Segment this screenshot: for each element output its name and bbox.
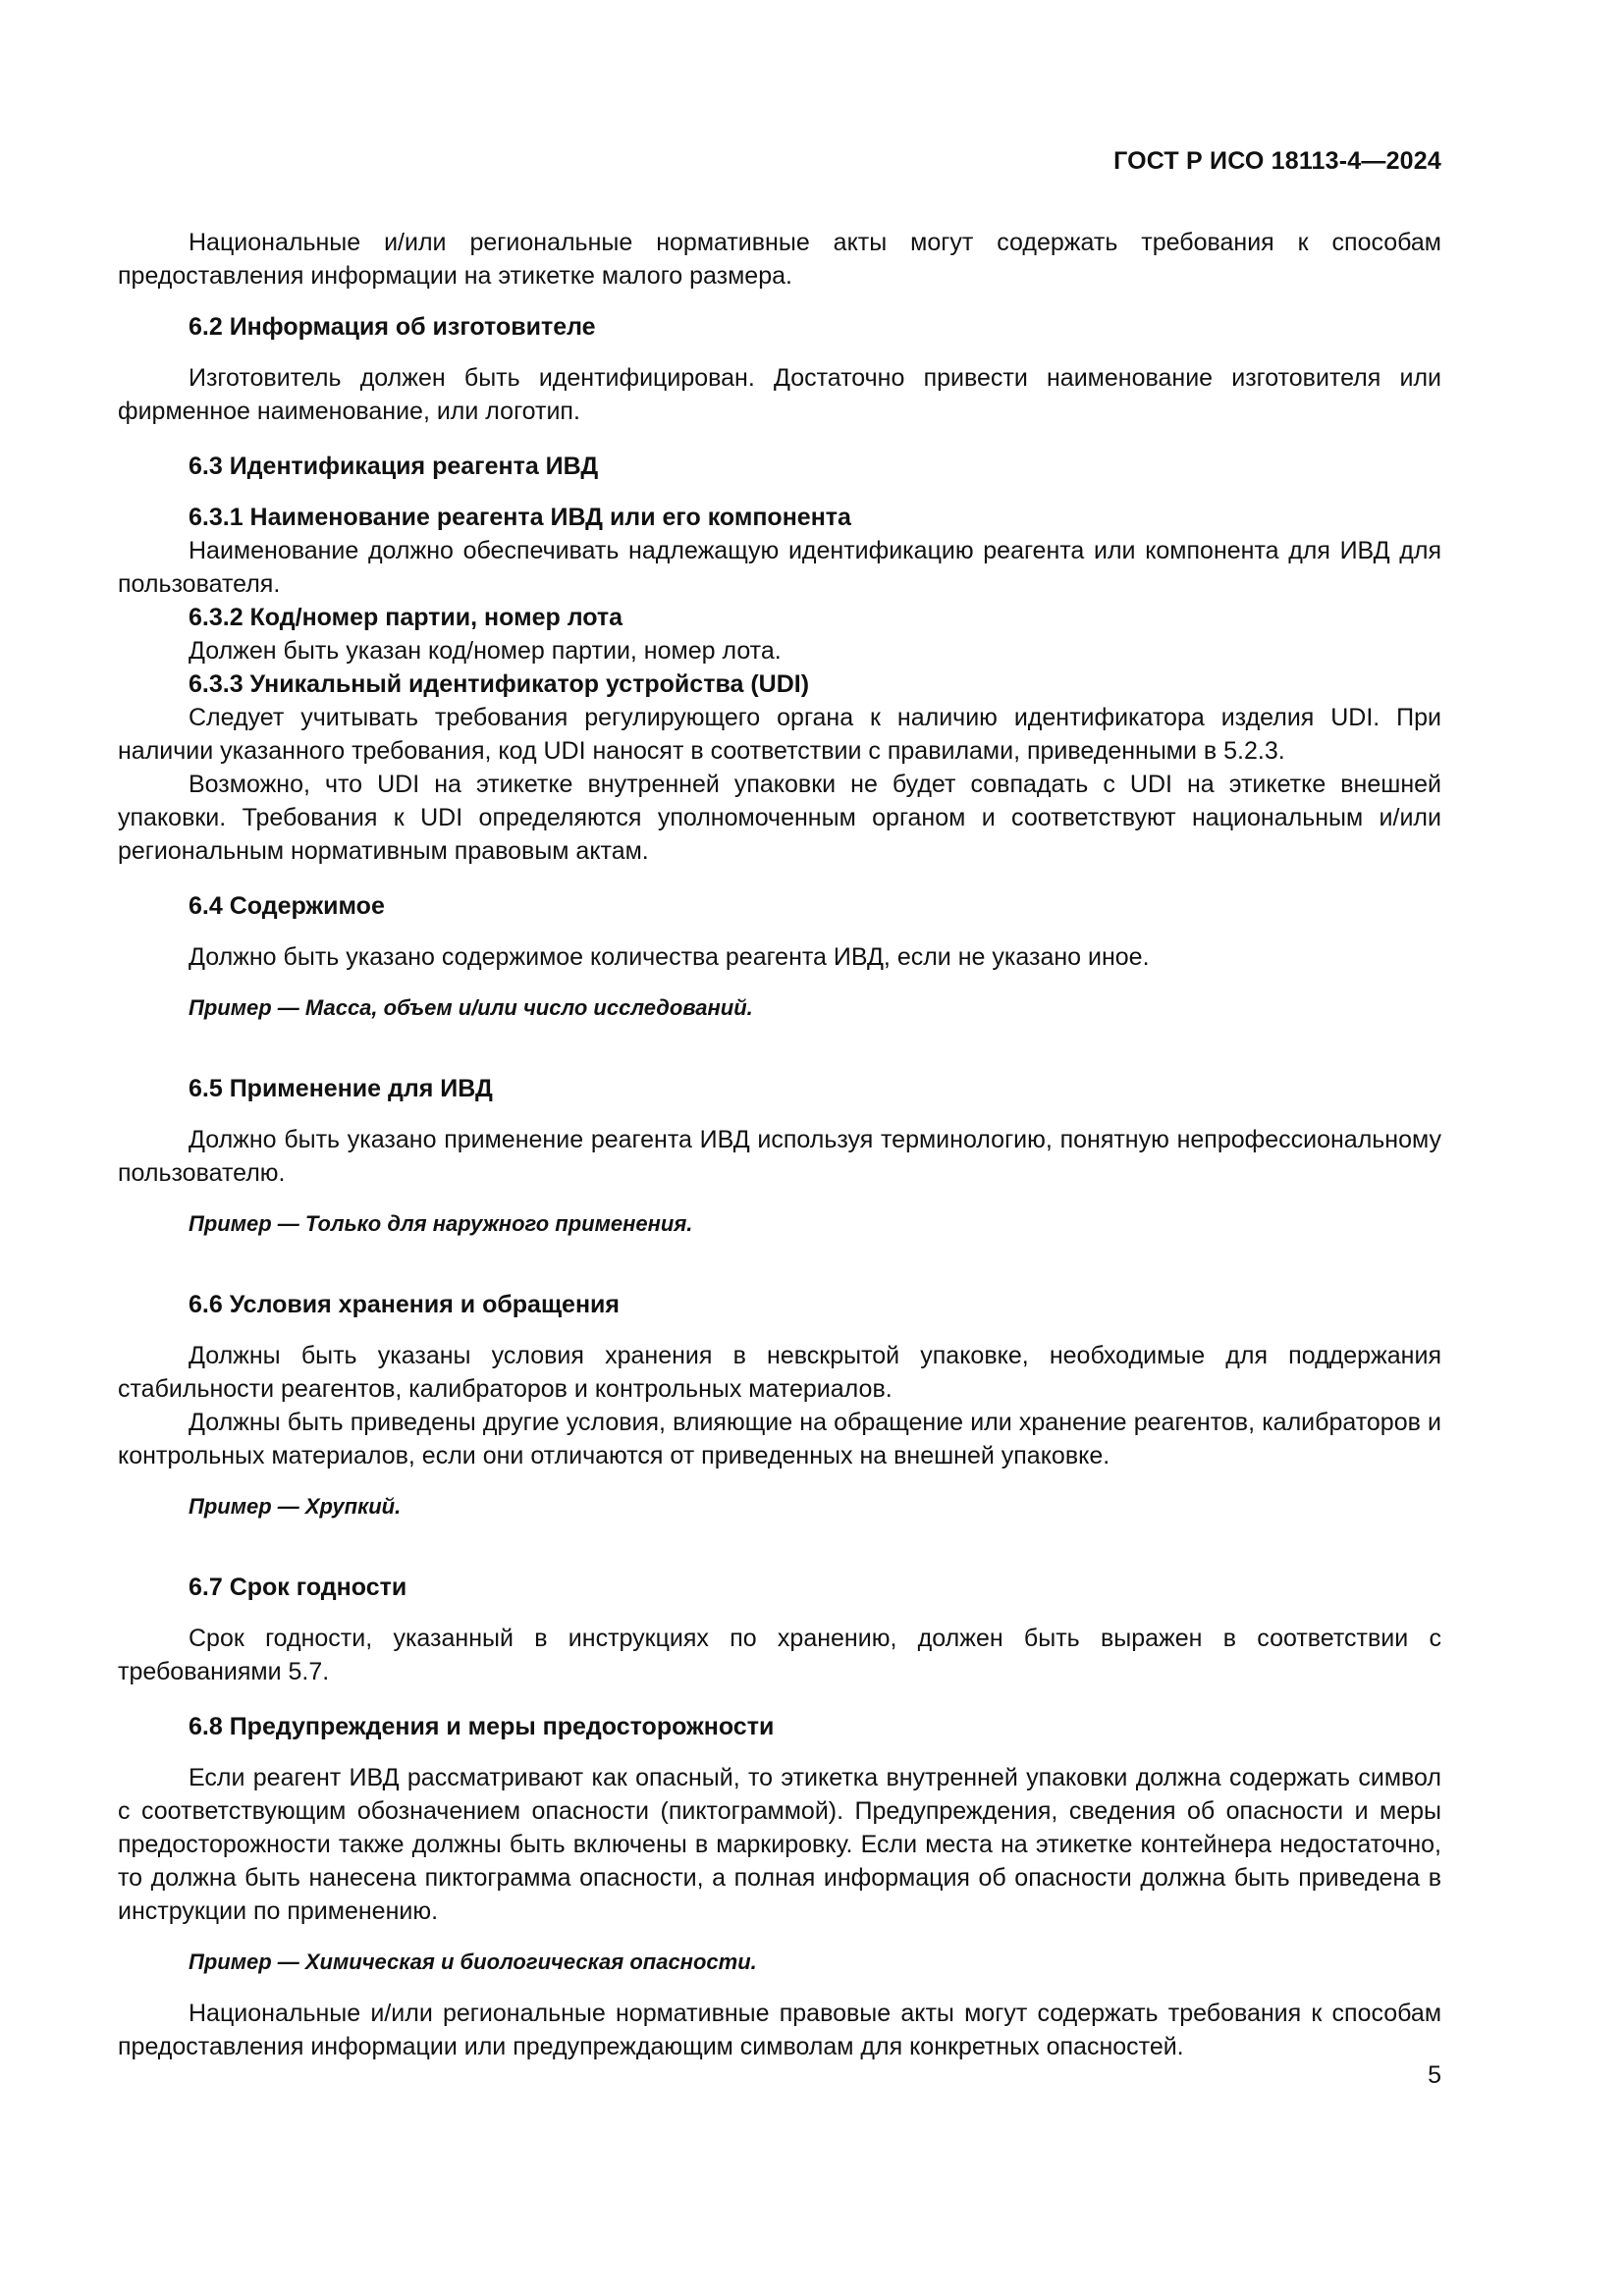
section-6-2-heading: 6.2 Информация об изготовителе bbox=[189, 313, 596, 341]
section-6-2-paragraph: Изготовитель должен быть идентифицирован. Достаточно привести наименование изготовителя или фирменное наименование, или логотип. bbox=[118, 364, 1441, 425]
section-6-4-heading: 6.4 Содержимое bbox=[189, 892, 385, 920]
section-6-6-paragraph-1: Должны быть указаны условия хранения в невскрытой упаковке, необходимые для поддержания стабильности реагентов, калибраторов и контрольных материалов. bbox=[118, 1342, 1441, 1403]
document-body bbox=[118, 226, 1441, 2063]
section-6-6-paragraph-2: Должны быть приведены другие условия, влияющие на обращение или хранение реагентов, калибраторов и контрольных материалов, если они отличаются от приведенных на внешней упаковке. bbox=[118, 1409, 1441, 1469]
section-6-3-heading: 6.3 Идентификация реагента ИВД bbox=[189, 453, 599, 480]
document-page bbox=[118, 0, 1441, 2296]
section-6-3-3-heading: 6.3.3 Уникальный идентификатор устройства (UDI) bbox=[189, 670, 810, 698]
page-number: 5 bbox=[1428, 2061, 1441, 2089]
section-6-3-3-paragraph-1: Следует учитывать требования регулирующего органа к наличию идентификатора изделия UDI. При наличии указанного требования, код UDI наносят в соответствии с правилами, приведенными в 5.2.3. bbox=[118, 704, 1441, 765]
section-6-4-paragraph: Должно быть указано содержимое количества реагента ИВД, если не указано иное. bbox=[189, 943, 1150, 971]
section-6-3-1-heading: 6.3.1 Наименование реагента ИВД или его компонента bbox=[189, 504, 851, 531]
section-6-5-example: Пример — Только для наружного применения. bbox=[189, 1211, 693, 1236]
section-6-8-paragraph-1: Если реагент ИВД рассматривают как опасный, то этикетка внутренней упаковки должна содержать символ с соответствующим обозначением опасности (пиктограммой). Предупреждения, сведения об опасности и меры предосторожности также должны быть включены в маркировку. Если места на этикетке контейнера недостаточно, то должна быть нанесена пиктограмма опасности, а полная информация об опасности должна быть приведена в инструкции по применению. bbox=[118, 1764, 1441, 1925]
section-6-7-paragraph: Срок годности, указанный в инструкциях по хранению, должен быть выражен в соответствии с требованиями 5.7. bbox=[118, 1625, 1441, 1685]
section-6-7-heading: 6.7 Срок годности bbox=[189, 1574, 407, 1601]
intro-paragraph: Национальные и/или региональные нормативные акты могут содержать требования к способам предоставления информации на этикетке малого размера. bbox=[118, 229, 1441, 290]
section-6-4-example: Пример — Масса, объем и/или число исследований. bbox=[189, 995, 753, 1020]
section-6-8-paragraph-2: Национальные и/или региональные нормативные правовые акты могут содержать требования к способам предоставления информации или предупреждающим символам для конкретных опасностей. bbox=[118, 2000, 1441, 2060]
section-6-3-3-paragraph-2: Возможно, что UDI на этикетке внутренней упаковки не будет совпадать с UDI на этикетке внешней упаковки. Требования к UDI определяются уполномоченным органом и соответствуют национальным и/или региональным нормативным правовым актам. bbox=[118, 771, 1441, 865]
section-6-3-2-paragraph: Должен быть указан код/номер партии, номер лота. bbox=[189, 637, 782, 665]
section-6-3-1-paragraph: Наименование должно обеспечивать надлежащую идентификацию реагента или компонента для ИВД для пользователя. bbox=[118, 537, 1441, 598]
section-6-8-heading: 6.8 Предупреждения и меры предосторожности bbox=[189, 1713, 775, 1740]
section-6-8-example: Пример — Химическая и биологическая опасности. bbox=[189, 1949, 757, 1974]
section-6-5-heading: 6.5 Применение для ИВД bbox=[189, 1075, 493, 1102]
section-6-3-2-heading: 6.3.2 Код/номер партии, номер лота bbox=[189, 604, 623, 631]
section-6-6-heading: 6.6 Условия хранения и обращения bbox=[189, 1291, 621, 1318]
section-6-6-example: Пример — Хрупкий. bbox=[189, 1494, 402, 1519]
document-id-header: ГОСТ Р ИСО 18113-4—2024 bbox=[1113, 147, 1441, 175]
section-6-5-paragraph: Должно быть указано применение реагента ИВД используя терминологию, понятную непрофессиональному пользователю. bbox=[118, 1126, 1441, 1187]
